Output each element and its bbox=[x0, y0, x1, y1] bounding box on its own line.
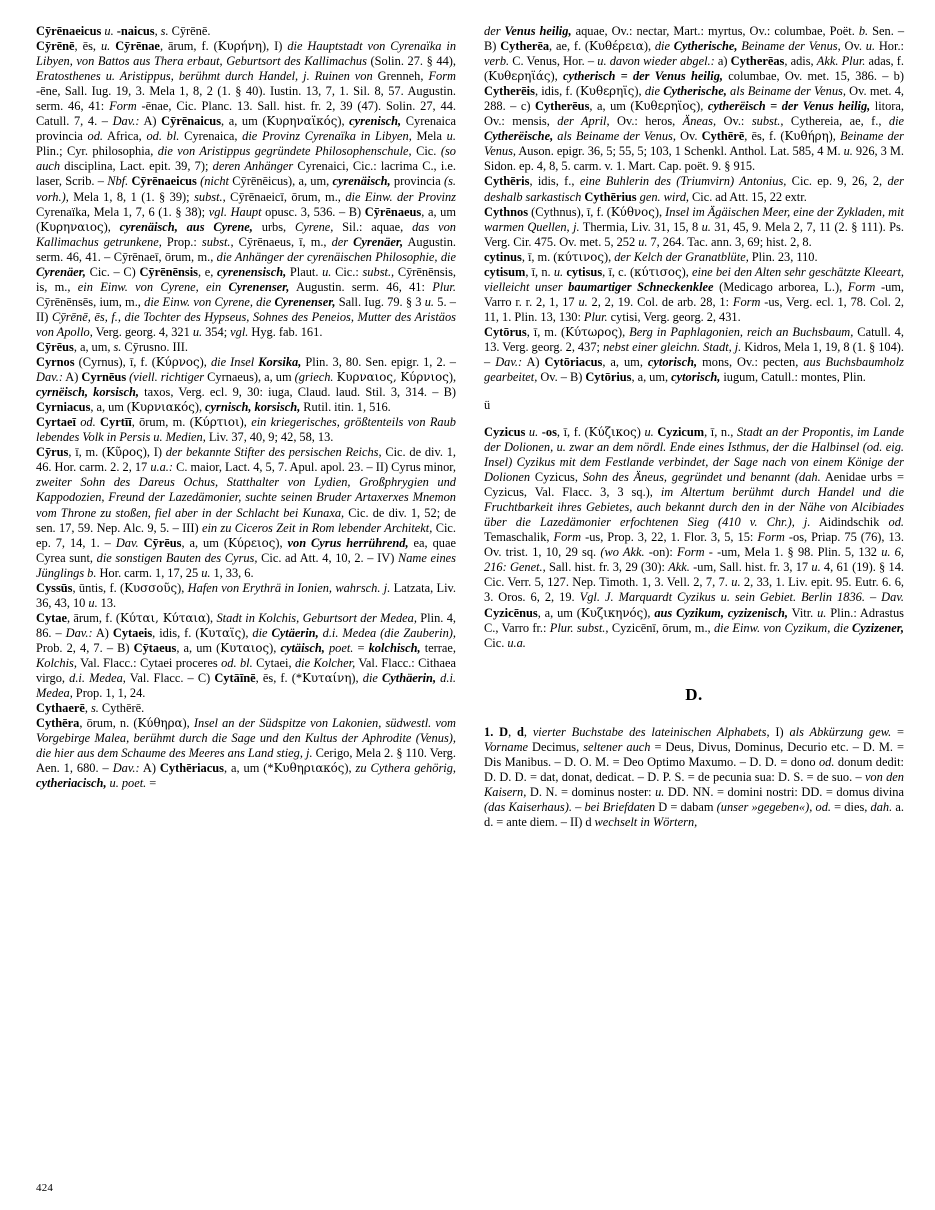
dictionary-entry: Cythnos (Cythnus), ī, f. (Κύθνος), Insel im Ägäischen Meer, eine der Zykladen, mit warmen Quellen, j. Thermia, Liv. 31, 15, 8 u. 31, 45, 9. Mela 2, 7, 11 (2. § 111). Ps. Verg. Cir. 475. Ov. met. 5, 252 u. 7, 264. Tac. ann. 3, 69; hist. 2, 8. bbox=[484, 204, 904, 249]
dictionary-entry: Cyrtaeī od. Cyrtīī, ōrum, m. (Κύρτιοι), ein kriegerisches, größtenteils von Raub lebendes Volk in Persis u. Medien, Liv. 37, 40, 9; 42, 58, 13. bbox=[36, 415, 456, 445]
dictionary-entry: Cȳrēnē, ēs, u. Cȳrēnae, ārum, f. (Κυρήνη), I) die Hauptstadt von Cyrenaïka in Libyen, von Battos aus Thera erbaut, Geburtsort des Kallimachus (Solin. 27. § 44), Eratosthenes u. Aristippus, berühmt durch Handel, j. Ruinen von Grenneh, Form -ēne, Sall. Iug. 19, 3. Mela 1, 8, 2 (1. § 40). Iustin. 13, 7, 1. Sil. 8, 57. Augustin. serm. 46, 41: Form -ēnae, Cic. Planc. 13. Sall. hist. fr. 2, 39 (47). Solin. 27, 44. Catull. 7, 4. – Dav.: A) Cȳrēnaicus, a, um (Κυρηναϊκός), cyrenisch, Cyrenaica provincia od. Africa, od. bl. Cyrenaica, die Provinz Cyrenaïka in Libyen, Mela u. Plin.; Cyr. philosophia, die von Aristippus gegründete Philosophenschule, Cic. (so auch disciplina, Lact. epit. 39, 7); deren Anhänger Cyrenaici, Cic.: lacrima C., i.e. laser, Scrib. – Nbf. Cȳrēnaeicus (nicht Cȳrēnēicus), a, um, cyrenäisch, provincia (s. vorh.), Mela 1, 8, 1 (1. § 39); subst., Cȳrēnaeicī, ōrum, m., die Einw. der Provinz Cyrenaïka, Mela 1, 7, 6 (1. § 38); vgl. Haupt opusc. 3, 536. – B) Cȳrēnaeus, a, um (Κυρηναιος), cyrenäisch, aus Cyrene, urbs, Cyrene, Sil.: aquae, das von Kallimachus getrunkene, Prop.: subst., Cȳrēnaeus, ī, m., der Cyrenäer, Augustin. serm. 46, 41. – Cȳrēnaeī, ōrum, m., die Anhänger der cyrenäischen Philosophie, die Cyrenäer, Cic. – C) Cȳrēnēnsis, e, cyrenensisch, Plaut. u. Cic.: subst., Cȳrēnēnsis, is, m., ein Einw. von Cyrene, ein Cyrenenser, Augustin. serm. 46, 41: Plur. Cȳrēnēnsēs, ium, m., die Einw. von Cyrene, die Cyrenenser, Sall. Iug. 79. § 3 u. 5. – II) Cȳrēnē, ēs, f., die Tochter des Hypseus, Sohnes des Peneios, Mutter des Aristäos von Apollo, Verg. georg. 4, 321 u. 354; vgl. Hyg. fab. 161. bbox=[36, 39, 457, 339]
dictionary-entry-continuation: der Venus heilig, aquae, Ov.: nectar, Mart.: myrtus, Ov.: columbae, Poët. b. Sen. – B) Cytherēa, ae, f. (Κυθέρεια), die Cytherische, Beiname der Venus, Ov. u. Hor.: verb. C. Venus, Hor. – u. davon wieder abgel.: a) Cytherēas, adis, Akk. Plur. adas, f. (Κυθερηϊάς), cytherisch = der Venus heilig, columbae, Ov. met. 15, 386. – b) Cytherēis, idis, f. (Κυθερηϊς), die Cytherische, als Beiname der Venus, Ov. met. 4, 288. – c) Cytherēus, a, um (Κυθερηϊος), cytherëisch = der Venus heilig, litora, Ov.: mensis, der April, Ov.: heros, Äneas, Ov.: subst., Cythereia, ae, f., die Cytherëische, als Beiname der Venus, Ov. Cythērē, ēs, f. (Κυθήρη), Beiname der Venus, Auson. epigr. 36, 5; 55, 5; 103, 1 Schenkl. Anthol. Lat. 585, 4 M. u. 926, 3 M. Sidon. ep. 4, 8, 5. carm. v. 1. Mart. Cap. poët. 9. § 915. bbox=[484, 24, 905, 174]
dictionary-entry: Cytae, ārum, f. (Κύται, Κύταια), Stadt in Kolchis, Geburtsort der Medea, Plin. 4, 86. – Dav.: A) Cytaeis, idis, f. (Κυταϊς), die Cytäerin, d.i. Medea (die Zauberin), Prob. 2, 4, 7. – B) Cȳtaeus, a, um (Κυταιος), cytäisch, poet. = kolchisch, terrae, Kolchis, Val. Flacc.: Cytaei proceres od. bl. Cytaei, die Kolcher, Val. Flacc.: Cithaea virgo, d.i. Medea, Val. Flacc. – C) Cytāīnē, ēs, f. (*Κυταίνη), die Cythäerin, d.i. Medea, Prop. 1, 1, 24. bbox=[36, 610, 456, 701]
letter-section-heading: D. bbox=[685, 684, 703, 704]
dictionary-entry: 1. D, d, vierter Buchstabe des lateinischen Alphabets, I) als Abkürzung gew. = Vorname Decimus, seltener auch = Deus, Divus, Dominus, Decurio etc. – D. M. = Dis Manibus. – D. O. M. = Deo Optimo Maxumo. – D. D. = dono od. donum dedit: D. D. D. = dat, donat, dedicat. – D. P. S. = de pecunia sua: D. S. = de suo. – von den Kaisern, D. N. = dominus noster: u. DD. NN. = domini nostri: DD. = domus divina (das Kaiserhaus). – bei Briefdaten D = dabam (unser »gegeben«), od. = dies, dah. a. d. = ante diem. – II) d wechselt in Wörtern, bbox=[484, 724, 905, 829]
dictionary-entry: Cyrnos (Cyrnus), ī, f. (Κύρνος), die Insel Korsika, Plin. 3, 80. Sen. epigr. 1, 2. – Dav.: A) Cyrnēus (viell. richtiger Cyrnaeus), a, um (griech. Κυρναιος, Κύρνιος), cyrnëisch, korsisch, taxos, Verg. ecl. 9, 30: iuga, Claud. laud. Stil. 3, 314. – B) Cyrniacus, a, um (Κυρνιακός), cyrnisch, korsisch, Rutil. itin. 1, 516. bbox=[36, 355, 457, 415]
dictionary-entry: Cyzicus u. -os, ī, f. (Κύζικος) u. Cyzicum, ī, n., Stadt an der Propontis, im Lande der Dolionen, u. zwar an dem nördl. Ende eines Isthmus, der die Halbinsel (od. eig. Insel) Cyzikus mit dem Festlande verbindet, der Sage nach von einem Könige der Dolionen Cyzicus, Sohn des Äneus, gegründet und benannt (dah. Aenidae urbs = Cyzicus, Val. Flacc. 3, 3 sq.), im Altertum berühmt durch Handel und die Fruchtbarkeit ihres Gebietes, auch bekannt durch den in der Nähe von Alcibiades über die Lazedämonier erfochtenen Sieg (410 v. Chr.), j. Aidindschik od. Temaschalik, Form -us, Prop. 3, 22, 1. Flor. 3, 5, 15: Form -os, Priap. 75 (76), 13. Ov. trist. 1, 10, 29 sq. (wo Akk. -on): Form - -um, Mela 1. § 98. Plin. 5, 132 u. 6, 216: Genet., Sall. hist. fr. 3, 29 (30): Akk. -um, Sall. hist. fr. 3, 17 u. 4, 61 (19). § 14. Cic. Verr. 5, 127. Nep. Timoth. 1, 3. Vell. 2, 7, 7. u. 2, 33, 1. Liv. epit. 95. Eutr. 6. 6, 3. Oros. 6, 2, 19. Vgl. J. Marquardt Cyzikus u. sein Gebiet. Berlin 1836. – Dav. Cyzicēnus, a, um (Κυζικηνός), aus Cyzikum, cyzizenisch, Vitr. u. Plin.: Adrastus C., Varro fr.: Plur. subst., Cyzicēnī, ōrum, m., die Einw. von Cyzikum, die Cyzizener, Cic. u.a. bbox=[484, 424, 905, 650]
dictionary-entry: cytisum, ī, n. u. cytisus, ī, c. (κύτισος), eine bei den Alten sehr geschätzte Kleeart, vielleicht unser baumartiger Schneckenklee (Medicago arborea, L.), Form -um, Varro r. r. 2, 1, 17 u. 2, 2, 19. Col. de arb. 28, 1: Form -us, Verg. ecl. 1, 78. Col. 2, 11, 1. Plin. 13, 130: Plur. cytisi, Verg. georg. 2, 431. bbox=[484, 264, 905, 324]
dictionary-entry: Cytōrus, ī, m. (Κύτωρος), Berg in Paphlagonien, reich an Buchsbaum, Catull. 4, 13. Verg. georg. 2, 437; nebst einer gleichn. Stadt, j. Kidros, Mela 1, 19, 8 (1. § 104). – Dav.: A) Cytōriacus, a, um, cytorisch, mons, Ov.: pecten, aus Buchsbaumholz gearbeitet, Ov. – B) Cytōrius, a, um, cytorisch, iugum, Catull.: montes, Plin. bbox=[484, 324, 905, 385]
page-number: 424 bbox=[36, 1182, 54, 1194]
left-column bbox=[36, 24, 456, 791]
dictionary-entry: Cythēris, idis, f., eine Buhlerin des (Triumvirn) Antonius, Cic. ep. 9, 26, 2, der deshalb sarkastisch Cythērius gen. wird, Cic. ad Att. 15, 22 extr. bbox=[484, 174, 904, 204]
dictionary-entry: Cȳrus, ī, m. (Κῦρος), I) der bekannte Stifter des persischen Reichs, Cic. de div. 1, 46. Hor. carm. 2. 2, 17 u.a.: C. maior, Lact. 4, 5, 7. Apul. apol. 23. – II) Cyrus minor, zweiter Sohn des Dareus Ochus, Statthalter von Lydien, Großphrygien und Kappodozien, Freund der Lazedämonier, suchte seinen Bruder Artaxerxes Mnemon vom Throne zu stoßen, fiel aber in der Schlacht bei Kunaxa, Cic. de div. 1, 52; de sen. 17, 59. Nep. Alc. 9, 5. – III) ein zu Ciceros Zeit in Rom lebender Architekt, Cic. ep. 7, 14, 1. – Dav. Cȳrēus, a, um (Κύρειος), von Cyrus herrührend, ea, quae Cyrea sunt, die sonstigen Bauten des Cyrus, Cic. ad Att. 4, 10, 2. – IV) Name eines Jünglings b. Hor. carm. 1, 17, 25 u. 1, 33, 6. bbox=[36, 445, 457, 580]
right-column bbox=[484, 24, 904, 830]
dictionary-entry: Cyssūs, ūntis, f. (Κυσσοῦς), Hafen von Erythrä in Ionien, wahrsch. j. Latzata, Liv. 36, 43, 10 u. 13. bbox=[36, 580, 456, 610]
dictionary-entry: cytinus, ī, m. (κύτινος), der Kelch der Granatblüte, Plin. 23, 110. bbox=[484, 249, 818, 264]
dictionary-entry: Cȳrēus, a, um, s. Cȳrusno. III. bbox=[36, 339, 188, 354]
stray-character: ü bbox=[484, 397, 491, 412]
dictionary-entry: Cythaerē, s. Cythērē. bbox=[36, 701, 145, 716]
dictionary-entry: Cȳrēnaeicus u. -naicus, s. Cȳrēnē. bbox=[36, 24, 211, 38]
dictionary-entry: Cythēra, ōrum, n. (Κύθηρα), Insel an der Südspitze von Lakonien, südwestl. vom Vorgebirge Malea, berühmt durch die Sage und den Kultus der Aphrodite (Venus), die hier aus dem Schaume des Meeres ans Land stieg, j. Cerigo, Mela 2. § 110. Verg. Aen. 1, 680. – Dav.: A) Cythēriacus, a, um (*Κυθηριακός), zu Cythera gehörig, cytheriacisch, u. poet. = bbox=[36, 716, 457, 791]
two-column-layout bbox=[36, 24, 905, 830]
